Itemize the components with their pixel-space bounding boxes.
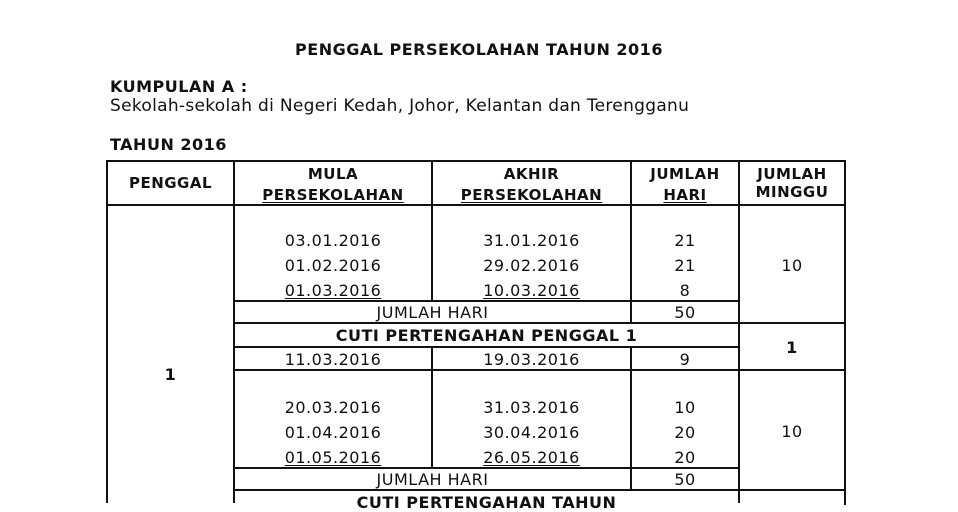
block1-row2-start: 01.02.2016 [284,256,382,275]
break2-label: CUTI PERTENGAHAN TAHUN [356,493,617,512]
block2-row3-start: 01.05.2016 [284,448,382,467]
block2-row2-days: 20 [674,423,696,442]
header-bottom-line [106,204,846,206]
document-title: PENGGAL PERSEKOLAHAN TAHUN 2016 [295,40,663,59]
break1-weeks: 1 [786,338,798,357]
break1-bottom [233,369,844,371]
header-jumlah-minggu-line1: JUMLAH [757,165,827,183]
block1-row1-days: 21 [674,231,696,250]
jhari-jminggu-divider [738,160,740,503]
block1-row1-end: 31.01.2016 [483,231,580,250]
header-penggal: PENGGAL [128,174,213,192]
states-text: Sekolah-sekolah di Negeri Kedah, Johor, Kelantan dan Terengganu [110,96,690,116]
block1-row2-end: 29.02.2016 [483,256,580,275]
table-border-left [106,160,108,503]
block2-total-days: 50 [674,470,696,489]
header-jumlah-hari-line1: JUMLAH [650,165,720,183]
group-label: KUMPULAN A : [110,77,248,96]
block2-total-label: JUMLAH HARI [376,470,489,489]
block2-weeks: 10 [781,422,803,441]
break1-start: 11.03.2016 [284,350,382,369]
break2-top [233,489,844,491]
block2-row1-start: 20.03.2016 [284,398,382,417]
break1-top [233,322,844,324]
table-border-right [844,160,846,505]
block2-row3-days: 20 [674,448,696,467]
block1-row3-days: 8 [679,281,691,300]
block1-row1-start: 03.01.2016 [284,231,382,250]
block2-row2-start: 01.04.2016 [284,423,382,442]
break1-end: 19.03.2016 [483,350,580,369]
break1-label-bottom [233,346,740,348]
year-label: TAHUN 2016 [110,135,227,154]
header-akhir-line1: AKHIR [503,165,560,183]
header-jumlah-minggu-line2: MINGGU [755,183,829,201]
block1-total-top [233,300,740,302]
block2-row1-days: 10 [674,398,696,417]
header-mula-line2: PERSEKOLAHAN [262,186,404,204]
block1-row2-days: 21 [674,256,696,275]
block1-total-days: 50 [674,303,696,322]
block1-weeks: 10 [781,256,803,275]
block1-total-label: JUMLAH HARI [376,303,489,322]
penggal-number: 1 [164,365,177,384]
block2-row1-end: 31.03.2016 [483,398,580,417]
break1-days: 9 [679,350,691,369]
header-jumlah-hari-line2: HARI [663,186,707,204]
header-akhir-line2: PERSEKOLAHAN [460,186,603,204]
block2-total-top [233,467,740,469]
block2-row2-end: 30.04.2016 [483,423,580,442]
break1-label: CUTI PERTENGAHAN PENGGAL 1 [335,326,638,345]
block1-row3-end: 10.03.2016 [483,281,580,300]
block1-row3-start: 01.03.2016 [284,281,382,300]
table-border-top [106,160,846,162]
header-mula-line1: MULA [307,165,359,183]
block2-row3-end: 26.05.2016 [483,448,580,467]
